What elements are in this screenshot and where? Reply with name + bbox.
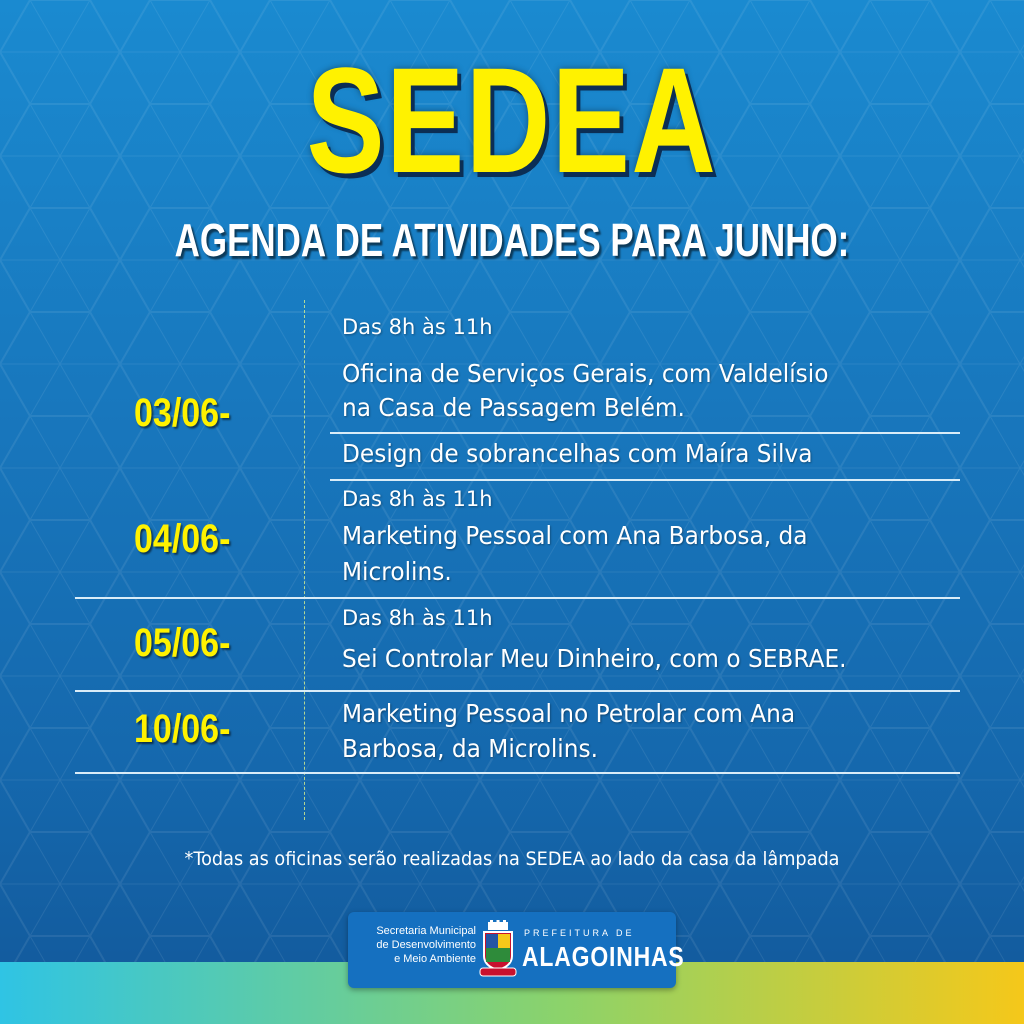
agenda-desc-4-line-1: Marketing Pessoal no Petrolar com Ana xyxy=(342,699,796,728)
agenda-date-3: 05/06- xyxy=(134,621,231,665)
separator xyxy=(75,597,960,599)
agenda-desc-2-line-2: Microlins. xyxy=(342,557,452,586)
agenda-desc-1-line-2: na Casa de Passagem Belém. xyxy=(342,393,685,422)
agenda-desc-1-line-1: Oficina de Serviços Gerais, com Valdelísio xyxy=(342,359,829,388)
separator xyxy=(330,479,960,481)
secretaria-line-3: e Meio Ambiente xyxy=(394,953,476,965)
secretaria-line-1: Secretaria Municipal xyxy=(376,925,476,937)
timeline-divider xyxy=(304,300,305,820)
prefeitura-label: PREFEITURA DE xyxy=(524,928,635,938)
agenda-time-2: Das 8h às 11h xyxy=(342,487,493,511)
separator xyxy=(75,690,960,692)
city-name: ALAGOINHAS xyxy=(522,941,685,972)
secretaria-label xyxy=(356,924,476,966)
agenda-desc-4-line-2: Barbosa, da Microlins. xyxy=(342,734,599,763)
footer-logo-badge xyxy=(348,912,685,988)
agenda-date-4: 10/06- xyxy=(134,707,231,751)
agenda-date-1: 03/06- xyxy=(134,391,231,435)
secretaria-line-2: de Desenvolvimento xyxy=(376,939,476,951)
agenda-desc-1-extra: Design de sobrancelhas com Maíra Silva xyxy=(342,439,813,468)
page-subtitle: AGENDA DE ATIVIDADES PARA JUNHO: xyxy=(174,214,850,266)
city-crest-icon xyxy=(478,920,518,978)
agenda-time-3: Das 8h às 11h xyxy=(342,606,493,630)
page-title: SEDEA xyxy=(306,36,718,204)
agenda-desc-2-line-1: Marketing Pessoal com Ana Barbosa, da xyxy=(342,521,808,550)
separator xyxy=(330,432,960,434)
agenda-date-2: 04/06- xyxy=(134,517,231,561)
separator xyxy=(75,772,960,774)
agenda-desc-3-line-1: Sei Controlar Meu Dinheiro, com o SEBRAE. xyxy=(342,644,847,673)
agenda-time-1: Das 8h às 11h xyxy=(342,315,493,339)
footnote: *Todas as oficinas serão realizadas na SEDEA ao lado da casa da lâmpada xyxy=(184,848,840,870)
